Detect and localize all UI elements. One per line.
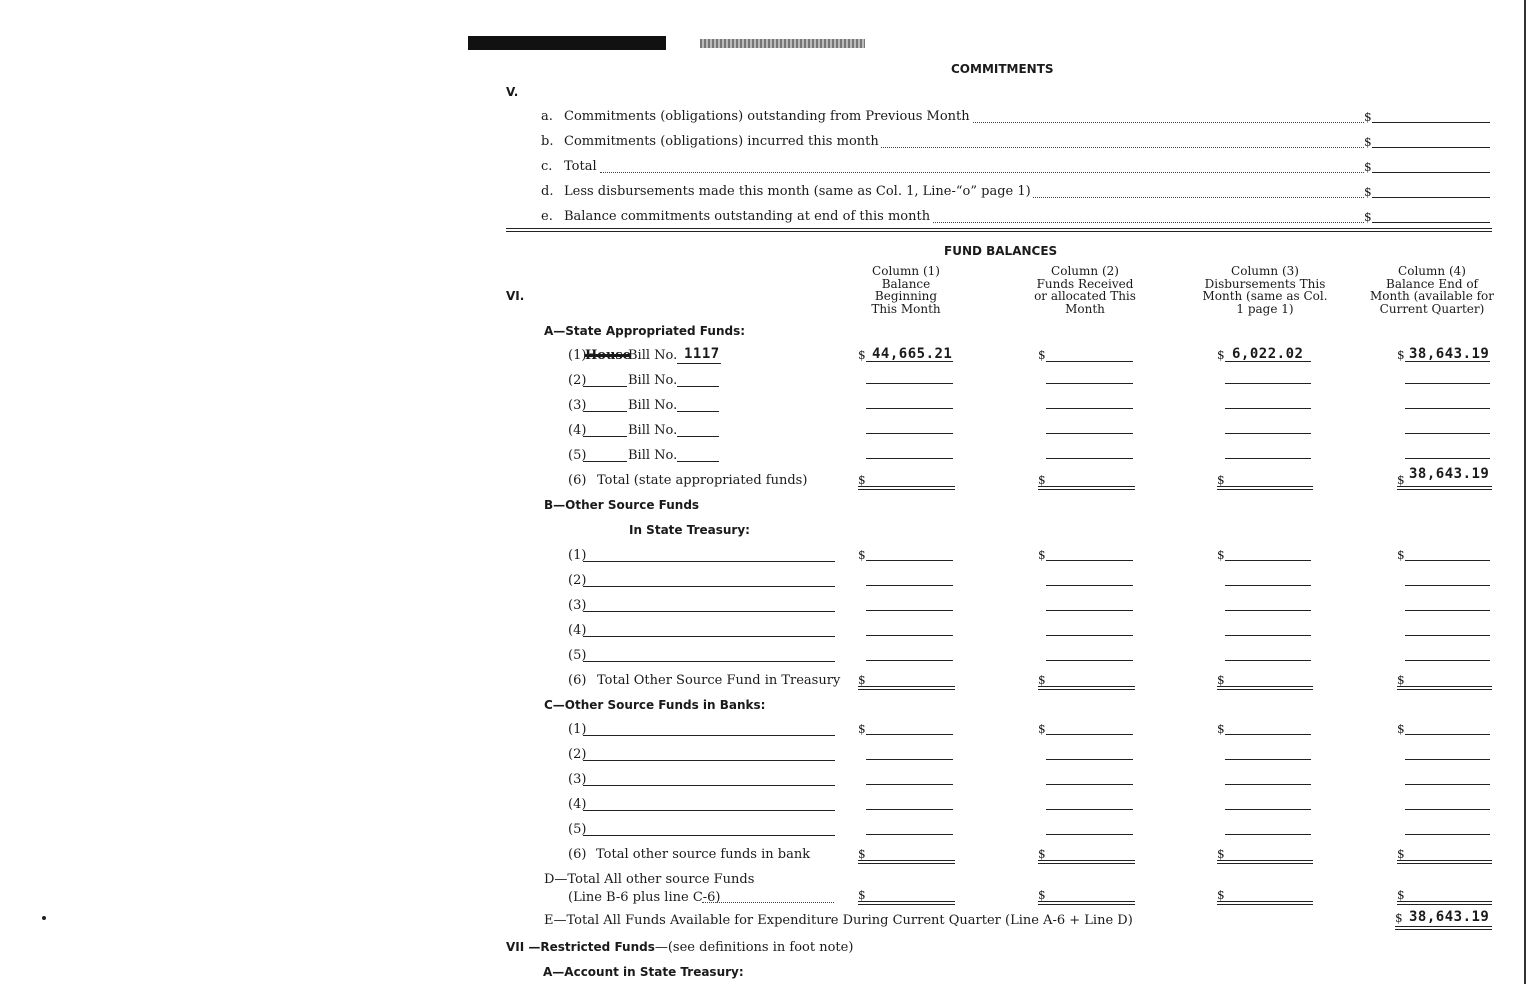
group-c-total-col3-dollar: $ — [1217, 847, 1225, 861]
group-a-total-col2-dollar: $ — [1038, 473, 1046, 487]
bill-5-col3-line — [1225, 458, 1311, 459]
group-b-row-1-col1-line — [866, 560, 953, 561]
bill-1-col4-line — [1405, 361, 1490, 362]
group-d-total-col4-line-1 — [1397, 901, 1492, 902]
commitment-2-leader — [600, 172, 1364, 173]
group-b-row-4-number: (4) — [568, 623, 587, 638]
group-c-row-3-number: (3) — [568, 772, 587, 787]
bill-2-col2-line — [1046, 383, 1133, 384]
group-c-total-number: (6) — [568, 847, 587, 862]
section-v-label: V. — [506, 85, 519, 99]
column-3-subtitle: Disbursements This Month (same as Col. 1 page 1) — [1202, 276, 1328, 316]
group-b-total-col3-line-2 — [1217, 689, 1313, 690]
group-c-row-2-col3-line — [1225, 759, 1311, 760]
bill-4-bill-label: Bill No. — [628, 423, 678, 438]
bill-5-col2-line — [1046, 458, 1133, 459]
commitments-divider — [506, 228, 1492, 232]
group-b-row-3-col1-line — [866, 610, 953, 611]
group-c-row-4-col3-line — [1225, 809, 1311, 810]
group-c-total-col1-line-2 — [858, 863, 955, 864]
group-a-total-col2-line-2 — [1038, 489, 1135, 490]
group-b-row-3-name-line — [583, 611, 835, 612]
group-b-total-number: (6) — [568, 673, 587, 688]
group-c-total-col2-line-2 — [1038, 863, 1135, 864]
group-a-total-label: Total (state appropriated funds) — [597, 473, 808, 488]
group-d-total-col3-line-2 — [1217, 904, 1313, 905]
bill-3-col4-line — [1405, 408, 1490, 409]
group-c-row-5-name-line — [583, 835, 835, 836]
commitment-4-label: Balance commitments outstanding at end of this month — [564, 209, 931, 224]
group-c-total-col4-line-2 — [1397, 863, 1492, 864]
bill-2-blank-line — [583, 386, 627, 387]
group-c-row-3-name-line — [583, 785, 835, 786]
commitment-2-dollar: $ — [1364, 160, 1372, 174]
group-b-row-4-name-line — [583, 636, 835, 637]
bill-3-number-line — [677, 411, 719, 412]
group-d-total-col2-dollar: $ — [1038, 888, 1046, 902]
bill-1-col2-dollar: $ — [1038, 348, 1046, 362]
group-a-label: A—State Appropriated Funds: — [544, 324, 746, 338]
restricted-sub-a: A—Account in State Treasury: — [543, 965, 744, 979]
bill-1-bill-number: 1117 — [684, 346, 720, 362]
bill-3-col2-line — [1046, 408, 1133, 409]
commitment-1-letter: b. — [541, 134, 554, 149]
group-d-label: D—Total All other source Funds — [544, 872, 755, 887]
group-b-row-2-number: (2) — [568, 573, 587, 588]
group-d-total-col1-line-1 — [858, 901, 955, 902]
group-b-total-col4-line-2 — [1397, 689, 1492, 690]
column-4-header — [1366, 265, 1498, 315]
group-a-total-col2-line-1 — [1038, 486, 1135, 487]
group-c-total-col2-line-1 — [1038, 860, 1135, 861]
group-b-total-col1-dollar: $ — [858, 673, 866, 687]
group-c-row-4-name-line — [583, 810, 835, 811]
restricted-heading-label: VII —Restricted Funds — [506, 940, 655, 954]
bill-2-col4-line — [1405, 383, 1490, 384]
commitment-3-letter: d. — [541, 184, 554, 199]
bill-1-number: (1) — [568, 348, 587, 363]
group-c-row-5-col3-line — [1225, 834, 1311, 835]
column-3-header — [1190, 265, 1340, 315]
commitment-0-dollar: $ — [1364, 110, 1372, 124]
group-d-total-col2-line-1 — [1038, 901, 1135, 902]
bill-2-col1-line — [866, 383, 953, 384]
group-d-total-col2-line-2 — [1038, 904, 1135, 905]
commitment-3-label: Less disbursements made this month (same as Col. 1, Line-“o” page 1) — [564, 184, 1031, 199]
group-b-label: B—Other Source Funds — [544, 498, 700, 512]
commitment-1-dollar: $ — [1364, 135, 1372, 149]
bill-5-blank-line — [583, 461, 627, 462]
group-c-row-1-col3-dollar: $ — [1217, 722, 1225, 736]
group-c-row-3-col3-line — [1225, 784, 1311, 785]
group-c-row-4-col4-line — [1405, 809, 1490, 810]
group-b-row-4-col4-line — [1405, 635, 1490, 636]
bill-5-number-line — [677, 461, 719, 462]
bill-4-blank-line — [583, 436, 627, 437]
bill-5-col4-line — [1405, 458, 1490, 459]
column-2-header — [1025, 265, 1145, 315]
group-b-row-1-col1-dollar: $ — [858, 548, 866, 562]
group-c-row-1-col2-dollar: $ — [1038, 722, 1046, 736]
group-c-row-2-col1-line — [866, 759, 953, 760]
group-e-col4-line-1 — [1395, 926, 1492, 927]
group-c-row-1-name-line — [583, 735, 835, 736]
group-b-row-3-col3-line — [1225, 610, 1311, 611]
column-1-subtitle: Balance Beginning This Month — [871, 276, 941, 316]
group-c-total-col2-dollar: $ — [1038, 847, 1046, 861]
group-c-label: C—Other Source Funds in Banks: — [544, 698, 766, 712]
group-c-row-4-col2-line — [1046, 809, 1133, 810]
group-d-total-col4-dollar: $ — [1397, 888, 1405, 902]
group-b-row-2-col1-line — [866, 585, 953, 586]
group-c-row-3-col1-line — [866, 784, 953, 785]
bill-5-bill-label: Bill No. — [628, 448, 678, 463]
commitment-2-letter: c. — [541, 159, 553, 174]
bill-1-col1-dollar: $ — [858, 348, 866, 362]
group-c-row-2-col4-line — [1405, 759, 1490, 760]
bill-2-number-line — [677, 386, 719, 387]
scan-speck — [42, 916, 46, 920]
group-e-col4-dollar: $ — [1395, 911, 1403, 925]
column-3-title: Column (3) — [1231, 264, 1299, 278]
group-b-sublabel: In State Treasury: — [629, 523, 750, 537]
group-c-total-col1-line-1 — [858, 860, 955, 861]
bill-5-number: (5) — [568, 448, 587, 463]
column-4-title: Column (4) — [1398, 264, 1466, 278]
bill-1-col4-dollar: $ — [1397, 348, 1405, 362]
restricted-heading — [506, 940, 853, 955]
bill-3-col1-line — [866, 408, 953, 409]
commitment-2-amount-line — [1372, 172, 1490, 173]
group-c-row-3-col2-line — [1046, 784, 1133, 785]
group-d-total-col3-dollar: $ — [1217, 888, 1225, 902]
group-c-row-5-col4-line — [1405, 834, 1490, 835]
bill-1-col3-line — [1225, 361, 1311, 362]
bill-1-col4-value: 38,643.19 — [1409, 346, 1490, 362]
bill-3-bill-label: Bill No. — [628, 398, 678, 413]
commitment-0-letter: a. — [541, 109, 553, 124]
commitment-0-label: Commitments (obligations) outstanding from Previous Month — [564, 109, 970, 124]
group-b-row-5-col1-line — [866, 660, 953, 661]
group-c-total-col3-line-2 — [1217, 863, 1313, 864]
group-a-total-col4-dollar: $ — [1397, 473, 1405, 487]
bill-5-col1-line — [866, 458, 953, 459]
bill-1-col3-value: 6,022.02 — [1232, 346, 1304, 362]
group-b-total-label: Total Other Source Fund in Treasury — [597, 673, 841, 688]
group-b-total-col1-line-2 — [858, 689, 955, 690]
commitment-3-amount-line — [1372, 197, 1490, 198]
section-vi-label: VI. — [506, 289, 525, 303]
group-c-row-5-col1-line — [866, 834, 953, 835]
bill-1-col1-line — [866, 361, 953, 362]
group-d-sublabel: (Line B-6 plus line C-6) — [568, 890, 721, 905]
commitment-2-label: Total — [564, 159, 597, 174]
group-a-total-col4-line-1 — [1397, 486, 1492, 487]
group-d-leader — [702, 902, 834, 903]
group-b-row-1-col2-dollar: $ — [1038, 548, 1046, 562]
group-e-label: E—Total All Funds Available for Expenditure During Current Quarter (Line A-6 + Line D) — [544, 913, 1133, 928]
group-d-total-col1-dollar: $ — [858, 888, 866, 902]
group-b-total-col4-dollar: $ — [1397, 673, 1405, 687]
group-b-total-col2-line-1 — [1038, 686, 1135, 687]
commitment-1-amount-line — [1372, 147, 1490, 148]
group-c-row-3-col4-line — [1405, 784, 1490, 785]
bill-2-number: (2) — [568, 373, 587, 388]
commitment-4-dollar: $ — [1364, 210, 1372, 224]
faded-header-text — [700, 39, 865, 48]
group-c-row-5-number: (5) — [568, 822, 587, 837]
group-c-row-2-name-line — [583, 760, 835, 761]
bill-1-col1-value: 44,665.21 — [872, 346, 953, 362]
column-1-header — [846, 265, 966, 315]
group-b-row-5-col4-line — [1405, 660, 1490, 661]
bill-2-col3-line — [1225, 383, 1311, 384]
group-b-row-1-col4-line — [1405, 560, 1490, 561]
group-d-total-col4-line-2 — [1397, 904, 1492, 905]
group-b-row-2-col4-line — [1405, 585, 1490, 586]
group-e-col4-value: 38,643.19 — [1409, 909, 1490, 925]
bill-1-col2-line — [1046, 361, 1133, 362]
group-b-row-2-col2-line — [1046, 585, 1133, 586]
group-b-row-2-name-line — [583, 586, 835, 587]
bill-1-col3-dollar: $ — [1217, 348, 1225, 362]
column-2-title: Column (2) — [1051, 264, 1119, 278]
bill-2-bill-label: Bill No. — [628, 373, 678, 388]
column-4-subtitle: Balance End of Month (available for Current Quarter) — [1369, 276, 1495, 316]
group-d-total-col3-line-1 — [1217, 901, 1313, 902]
bill-3-blank-line — [583, 411, 627, 412]
bill-3-col3-line — [1225, 408, 1311, 409]
group-c-row-1-col4-dollar: $ — [1397, 722, 1405, 736]
bill-1-number-line — [677, 363, 721, 364]
group-b-total-col2-line-2 — [1038, 689, 1135, 690]
bill-4-col2-line — [1046, 433, 1133, 434]
group-c-total-col4-dollar: $ — [1397, 847, 1405, 861]
group-a-total-col1-dollar: $ — [858, 473, 866, 487]
group-c-total-col4-line-1 — [1397, 860, 1492, 861]
group-b-row-5-col3-line — [1225, 660, 1311, 661]
group-c-total-label: Total other source funds in bank — [596, 847, 811, 862]
group-c-row-5-col2-line — [1046, 834, 1133, 835]
group-b-row-1-name-line — [583, 561, 835, 562]
group-c-row-1-col1-dollar: $ — [858, 722, 866, 736]
group-b-total-col2-dollar: $ — [1038, 673, 1046, 687]
bill-1-bill-label: Bill No. — [628, 348, 678, 363]
bill-4-col1-line — [866, 433, 953, 434]
group-a-total-col4-line-2 — [1397, 489, 1492, 490]
commitments-title: COMMITMENTS — [951, 62, 1054, 76]
group-b-row-3-col4-line — [1405, 610, 1490, 611]
group-b-total-col4-line-1 — [1397, 686, 1492, 687]
group-b-total-col3-line-1 — [1217, 686, 1313, 687]
group-b-row-1-col2-line — [1046, 560, 1133, 561]
commitment-1-label: Commitments (obligations) incurred this month — [564, 134, 879, 149]
group-a-total-col3-line-2 — [1217, 489, 1313, 490]
bill-4-col3-line — [1225, 433, 1311, 434]
group-b-row-5-col2-line — [1046, 660, 1133, 661]
bill-4-number-line — [677, 436, 719, 437]
column-2-subtitle: Funds Received or allocated This Month — [1034, 276, 1136, 316]
bill-4-number: (4) — [568, 423, 587, 438]
group-c-row-1-number: (1) — [568, 722, 587, 737]
group-b-row-2-col3-line — [1225, 585, 1311, 586]
commitment-3-dollar: $ — [1364, 185, 1372, 199]
scan-edge-line — [1524, 0, 1526, 984]
group-e-col4-line-2 — [1395, 929, 1492, 930]
group-c-row-1-col3-line — [1225, 734, 1311, 735]
group-b-row-3-col2-line — [1046, 610, 1133, 611]
column-1-title: Column (1) — [872, 264, 940, 278]
commitment-4-amount-line — [1372, 222, 1490, 223]
group-b-row-4-col1-line — [866, 635, 953, 636]
group-c-row-1-col1-line — [866, 734, 953, 735]
group-c-total-col1-dollar: $ — [858, 847, 866, 861]
group-b-row-5-number: (5) — [568, 648, 587, 663]
group-d-total-col1-line-2 — [858, 904, 955, 905]
group-c-total-col3-line-1 — [1217, 860, 1313, 861]
group-a-total-col3-dollar: $ — [1217, 473, 1225, 487]
group-a-total-col1-line-2 — [858, 489, 955, 490]
redaction-bar — [468, 36, 666, 50]
bill-4-col4-line — [1405, 433, 1490, 434]
group-a-total-col1-line-1 — [858, 486, 955, 487]
group-b-total-col3-dollar: $ — [1217, 673, 1225, 687]
group-c-row-2-number: (2) — [568, 747, 587, 762]
group-c-row-4-col1-line — [866, 809, 953, 810]
group-b-row-4-col2-line — [1046, 635, 1133, 636]
restricted-heading-note: —(see definitions in foot note) — [654, 940, 854, 955]
group-c-row-1-col4-line — [1405, 734, 1490, 735]
group-a-total-col3-line-1 — [1217, 486, 1313, 487]
bill-3-number: (3) — [568, 398, 587, 413]
group-c-row-2-col2-line — [1046, 759, 1133, 760]
group-b-row-1-col3-dollar: $ — [1217, 548, 1225, 562]
group-b-row-1-col4-dollar: $ — [1397, 548, 1405, 562]
fund-balances-title: FUND BALANCES — [944, 244, 1058, 258]
commitment-0-amount-line — [1372, 122, 1490, 123]
commitment-4-letter: e. — [541, 209, 553, 224]
group-b-row-1-number: (1) — [568, 548, 587, 563]
group-b-total-col1-line-1 — [858, 686, 955, 687]
group-a-total-col4-value: 38,643.19 — [1409, 466, 1490, 482]
group-c-row-1-col2-line — [1046, 734, 1133, 735]
group-c-row-4-number: (4) — [568, 797, 587, 812]
group-b-row-3-number: (3) — [568, 598, 587, 613]
group-b-row-1-col3-line — [1225, 560, 1311, 561]
group-b-row-4-col3-line — [1225, 635, 1311, 636]
bill-1-struck-word: House — [585, 348, 631, 363]
group-b-row-5-name-line — [583, 661, 835, 662]
group-a-total-number: (6) — [568, 473, 587, 488]
